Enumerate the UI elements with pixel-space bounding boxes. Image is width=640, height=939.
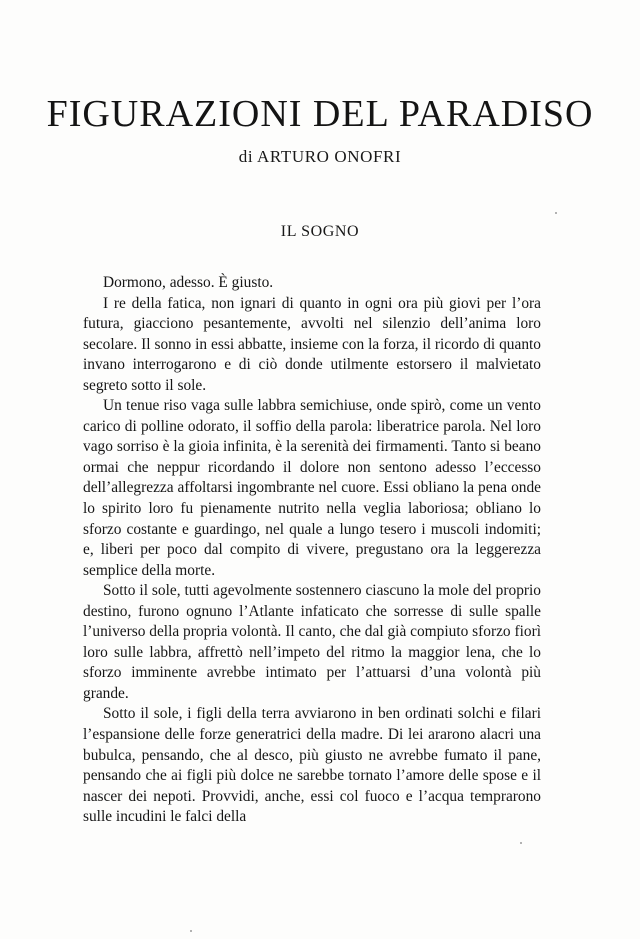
paragraph: Dormono, adesso. È giusto.: [103, 274, 274, 291]
paper-speck: [555, 212, 557, 214]
paragraph: Un tenue riso vaga sulle labbra semichiuse, onde spirò, come un vento carico di polline odorato, il soffio della parola: liberatrice parola. Nel loro vago sorriso è la gioia infinita, è la serenità dei firmamenti. Tanto si beano ormai che neppur ricordando il dolore non sentono adesso l’eccesso dell’allegrezza affoltarsi ingombrante nel cuore. Essi obliano la pena onde lo spirito loro fu pienamente nutrito nella veglia laboriosa; obliano lo sforzo costante e guardingo, nel quale a lungo tesero i muscoli indomiti; e, liberi per poco dal compito di vivere, pregustano ora la leggerezza semplice della morte.: [83, 397, 541, 579]
paragraph: I re della fatica, non ignari di quanto in ogni ora più giovi per l’ora futura, giacciono pesantemente, avvolti nel silenzio dell’anima loro secolare. Il sonno in essi abbatte, insieme con la forza, il ricordo di quanto invano interrogarono e di ciò donde utilmente estorsero il malvietato segreto sotto il sole.: [83, 294, 541, 394]
section-title: IL SOGNO: [280, 223, 360, 240]
paper-speck: [520, 842, 522, 844]
author-line: di ARTURO ONOFRI: [238, 147, 402, 166]
page-title: FIGURAZIONI DEL PARADISO: [46, 93, 594, 135]
paragraph: Sotto il sole, i figli della terra avviarono in ben ordinati solchi e filari l’espansione delle forze generatrici della madre. Di lei ararono alacri una bubulca, pensando, che al desco, più giusto ne avrebbe fumato il pane, pensando che ai figli più dolce ne sarebbe tornato l’amore delle spose e il nascer dei nepoti. Provvidi, anche, essi col fuoco e l’acqua temprarono sulle incudini le falci della: [83, 705, 541, 826]
body-text: [83, 273, 541, 828]
paper-speck: [190, 930, 192, 932]
paragraph: Sotto il sole, tutti agevolmente sostennero ciascuno la mole del proprio destino, furono ognuno l’Atlante infaticato che sorresse di sulle spalle l’universo della propria volontà. Il canto, che dal già compiuto sforzo fiorì loro sulle labbra, affrettò nell’impeto del ritmo la maggior lena, che lo sforzo imminente avrebbe intimato per l’attuarsi d’una volontà più grande.: [83, 582, 541, 702]
